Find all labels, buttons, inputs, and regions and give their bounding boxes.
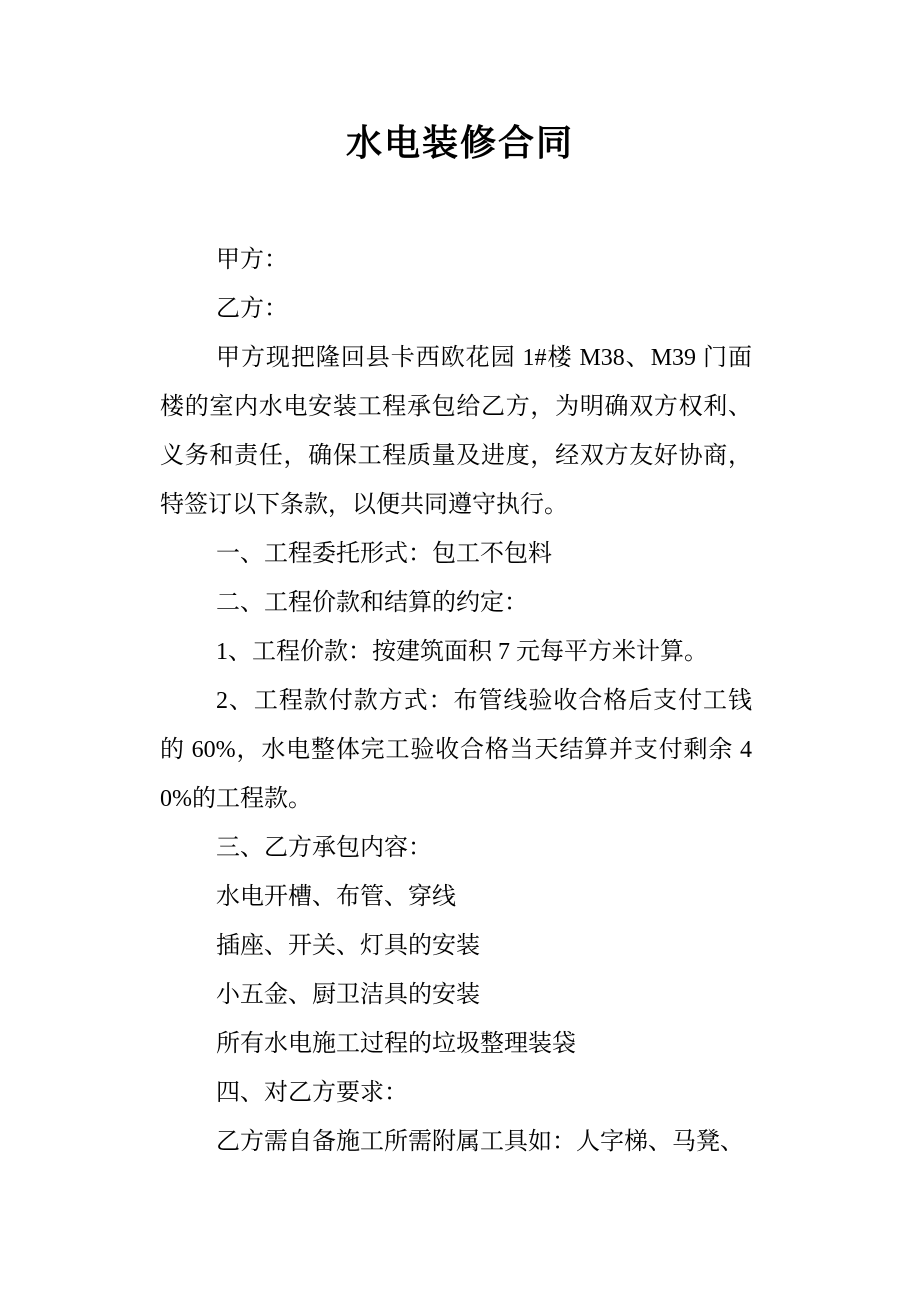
paragraph: 乙方需自备施工所需附属工具如：人字梯、马凳、 <box>216 1129 744 1155</box>
paragraph: 四、对乙方要求： <box>216 1080 408 1106</box>
paragraph: 一、工程委托形式：包工不包料 <box>216 541 552 567</box>
paragraph: 所有水电施工过程的垃圾整理装袋 <box>216 1031 576 1057</box>
paragraph: 水电开槽、布管、穿线 <box>216 884 456 910</box>
document-body <box>160 236 752 1167</box>
paragraph: 三、乙方承包内容： <box>216 835 432 861</box>
paragraph: 甲方： <box>216 247 288 273</box>
paragraph: 小五金、厨卫洁具的安装 <box>216 982 480 1008</box>
paragraph: 插座、开关、灯具的安装 <box>216 933 480 959</box>
paragraph: 乙方： <box>216 296 288 322</box>
paragraph: 二、工程价款和结算的约定： <box>216 590 528 616</box>
paragraph: 1、工程价款：按建筑面积 7 元每平方米计算。 <box>216 639 708 665</box>
paragraph: 甲方现把隆回县卡西欧花园 1#楼 M38、M39 门面楼的室内水电安装工程承包给乙方，为明确双方权利、义务和责任，确保工程质量及进度，经双方友好协商，特签订以下条款，以便共同遵守执行。 <box>160 345 752 518</box>
paragraph: 2、工程款付款方式：布管线验收合格后支付工钱的 60%，水电整体完工验收合格当天结算并支付剩余 40%的工程款。 <box>160 688 752 812</box>
document-title: 水电装修合同 <box>345 123 574 163</box>
